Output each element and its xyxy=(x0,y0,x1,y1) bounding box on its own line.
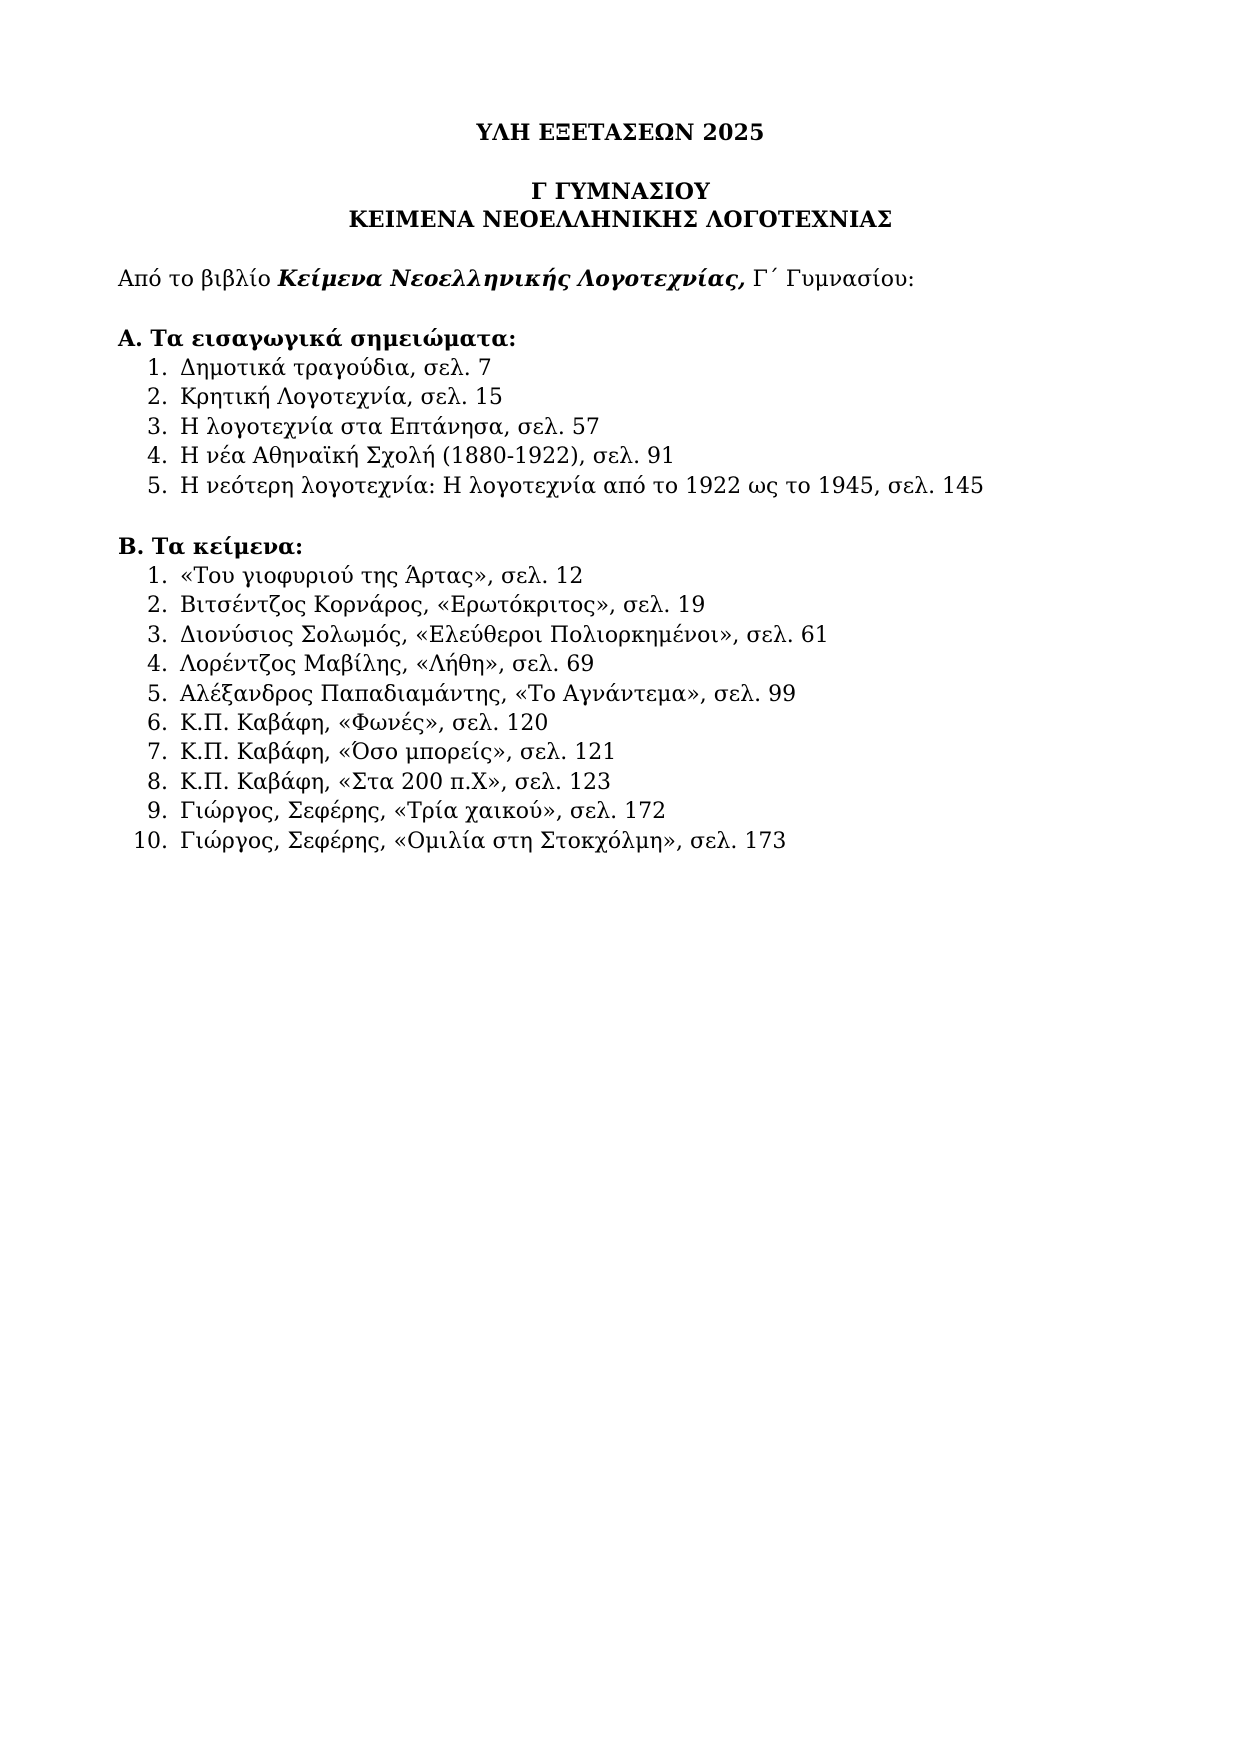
item-number: 3. xyxy=(147,414,168,440)
list-item xyxy=(118,354,984,383)
item-number: 8. xyxy=(147,769,168,795)
item-number: 5. xyxy=(147,681,168,707)
list-item xyxy=(118,621,829,650)
item-number: 4. xyxy=(147,444,168,470)
item-text: Γιώργος, Σεφέρης, «Τρία χαικού», σελ. 172 xyxy=(180,799,667,825)
intro-line xyxy=(118,266,915,292)
item-number: 9. xyxy=(147,799,168,825)
item-text: Βιτσέντζος Κορνάρος, «Ερωτόκριτος», σελ. 19 xyxy=(180,593,706,619)
item-number: 4. xyxy=(147,652,168,678)
item-number: 2. xyxy=(147,593,168,619)
item-text: Γιώργος, Σεφέρης, «Ομιλία στη Στοκχόλμη», σελ. 173 xyxy=(180,828,787,854)
intro-suffix: Γ΄ Γυμνασίου: xyxy=(745,267,915,292)
item-number: 6. xyxy=(147,710,168,736)
list-item xyxy=(118,709,829,738)
list-item xyxy=(118,562,829,591)
list-item xyxy=(118,827,829,856)
section-a-heading: Α. Τα εισαγωγικά σημειώματα: xyxy=(118,326,517,352)
list-item xyxy=(118,680,829,709)
document-title: ΥΛΗ ΕΞΕΤΑΣΕΩΝ 2025 xyxy=(476,120,765,146)
item-number: 1. xyxy=(147,564,168,589)
section-a-list xyxy=(118,354,984,501)
item-text: Η νέα Αθηναϊκή Σχολή (1880-1922), σελ. 91 xyxy=(180,444,676,470)
subject-heading: ΚΕΙΜΕΝΑ ΝΕΟΕΛΛΗΝΙΚΗΣ ΛΟΓΟΤΕΧΝΙΑΣ xyxy=(348,207,893,233)
item-text: Κ.Π. Καβάφη, «Φωνές», σελ. 120 xyxy=(180,710,549,736)
list-item xyxy=(118,472,984,501)
list-item xyxy=(118,413,984,442)
book-title: Κείμενα Νεοελληνικής Λογοτεχνίας, xyxy=(277,266,746,292)
item-number: 7. xyxy=(147,740,168,766)
item-text: Λορέντζος Μαβίλης, «Λήθη», σελ. 69 xyxy=(180,652,595,678)
item-text: Διονύσιος Σολωμός, «Ελεύθεροι Πολιορκημένοι», σελ. 61 xyxy=(180,622,829,648)
section-b-heading: Β. Τα κείμενα: xyxy=(118,534,304,560)
item-number: 1. xyxy=(147,356,168,381)
list-item xyxy=(118,383,984,412)
item-text: Κρητική Λογοτεχνία, σελ. 15 xyxy=(180,385,503,411)
list-item xyxy=(118,797,829,826)
item-number: 2. xyxy=(147,385,168,411)
item-text: Αλέξανδρος Παπαδιαμάντης, «Το Αγνάντεμα», σελ. 99 xyxy=(180,681,797,707)
item-text: Κ.Π. Καβάφη, «Στα 200 π.Χ», σελ. 123 xyxy=(180,769,611,795)
item-number: 5. xyxy=(147,473,168,499)
grade-heading: Γ ΓΥΜΝΑΣΙΟΥ xyxy=(530,179,711,205)
list-item xyxy=(118,442,984,471)
item-number: 10. xyxy=(133,828,168,854)
list-item xyxy=(118,650,829,679)
item-text: Κ.Π. Καβάφη, «Όσο μπορείς», σελ. 121 xyxy=(180,740,617,766)
item-text: Δημοτικά τραγούδια, σελ. 7 xyxy=(180,356,492,381)
item-number: 3. xyxy=(147,622,168,648)
intro-prefix: Από το βιβλίο xyxy=(118,267,278,292)
item-text: Η λογοτεχνία στα Επτάνησα, σελ. 57 xyxy=(180,414,600,440)
item-text: «Του γιοφυριού της Άρτας», σελ. 12 xyxy=(180,564,584,589)
item-text: Η νεότερη λογοτεχνία: Η λογοτεχνία από το 1922 ως το 1945, σελ. 145 xyxy=(180,473,985,499)
section-b-list xyxy=(118,562,829,856)
list-item xyxy=(118,738,829,767)
list-item xyxy=(118,768,829,797)
list-item xyxy=(118,591,829,620)
